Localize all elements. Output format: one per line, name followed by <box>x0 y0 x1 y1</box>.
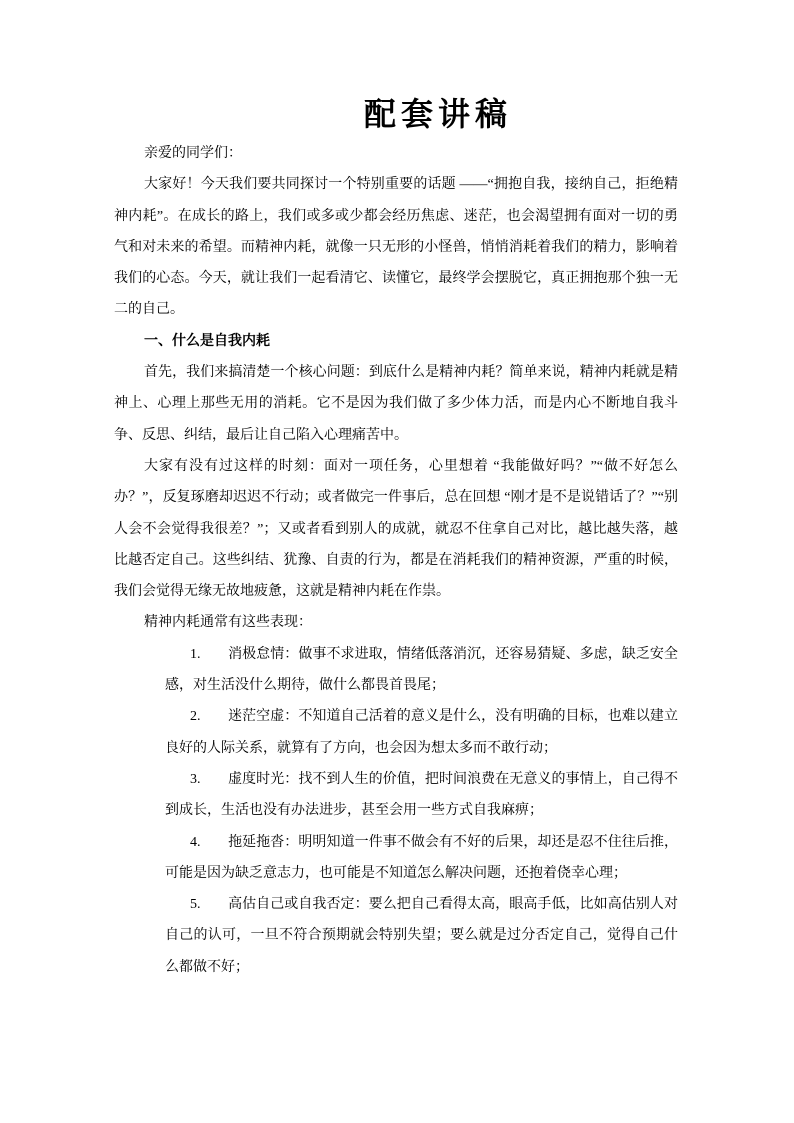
list-item-3-text: 虚度时光：找不到人生的价值，把时间浪费在无意义的事情上，自己得不到成长，生活也没有办法进步，甚至会用一些方式自我麻痹； <box>165 771 678 819</box>
list-item-1-number: 1. <box>190 646 201 662</box>
list-item-2 <box>165 701 678 764</box>
list-item-3-number: 3. <box>190 771 201 787</box>
salutation-line: 亲爱的同学们： <box>144 146 242 161</box>
document-title: 配套讲稿 <box>363 96 512 132</box>
list-item-5-text: 高估自己或自我否定：要么把自己看得太高，眼高手低，比如高估别人对自己的认可，一旦不符合预期就会特别失望；要么就是过分否定自己，觉得自己什么都做不好； <box>165 897 678 975</box>
section-1-heading: 一、什么是自我内耗 <box>144 333 270 349</box>
list-item-5-number: 5. <box>190 897 201 913</box>
list-item-3 <box>165 764 678 827</box>
list-item-4 <box>165 827 678 890</box>
list-item-5 <box>165 889 678 983</box>
list-item-2-text: 迷茫空虚：不知道自己活着的意义是什么，没有明确的目标，也难以建立良好的人际关系，就算有了方向，也会因为想太多而不敢行动； <box>165 709 678 756</box>
list-item-1 <box>165 639 678 702</box>
list-item-2-number: 2. <box>190 709 201 725</box>
list-item-4-number: 4. <box>190 834 201 850</box>
definition-paragraph: 首先，我们来搞清楚一个核心问题：到底什么是精神内耗？简单来说，精神内耗就是精神上、心理上那些无用的消耗。它不是因为我们做了多少体力活，而是内心不断地自我斗争、反思、纠结，最后让自己陷入心理痛苦中。 <box>114 365 678 443</box>
manifestations-lead: 精神内耗通常有这些表现： <box>144 615 312 631</box>
examples-paragraph: 大家有没有过这样的时刻：面对一项任务，心里想着 “我能做好吗？”“做不好怎么办？”，反复琢磨却迟迟不行动；或者做完一件事后，总在回想 “刚才是不是说错话了？”“别人会不会觉得我很差？”；又或者看到别人的成就，就忍不住拿自己对比，越比越失落，越比越否定自己。这些纠结、犹豫、自责的行为，都是在消耗我们的精神资源，严重的时候，我们会觉得无缘无故地疲惫，这就是精神内耗在作祟。 <box>114 458 678 600</box>
intro-paragraph: 大家好！今天我们要共同探讨一个特别重要的话题 ——“拥抱自我，接纳自己，拒绝精神内耗”。在成长的路上，我们或多或少都会经历焦虑、迷茫，也会渴望拥有面对一切的勇气和对未来的希望。而精神内耗，就像一只无形的小怪兽，悄悄消耗着我们的精力，影响着我们的心态。今天，就让我们一起看清它、读懂它，最终学会摆脱它，真正拥抱那个独一无二的自己。 <box>114 177 678 318</box>
list-item-1-text: 消极怠情：做事不求进取，情绪低落消沉，还容易猜疑、多虑，缺乏安全感，对生活没什么期待，做什么都畏首畏尾； <box>165 646 678 694</box>
list-item-4-text: 拖延拖沓：明明知道一件事不做会有不好的后果，却还是忍不住往后推，可能是因为缺乏意志力，也可能是不知道怎么解决问题，还抱着侥幸心理； <box>165 834 678 881</box>
